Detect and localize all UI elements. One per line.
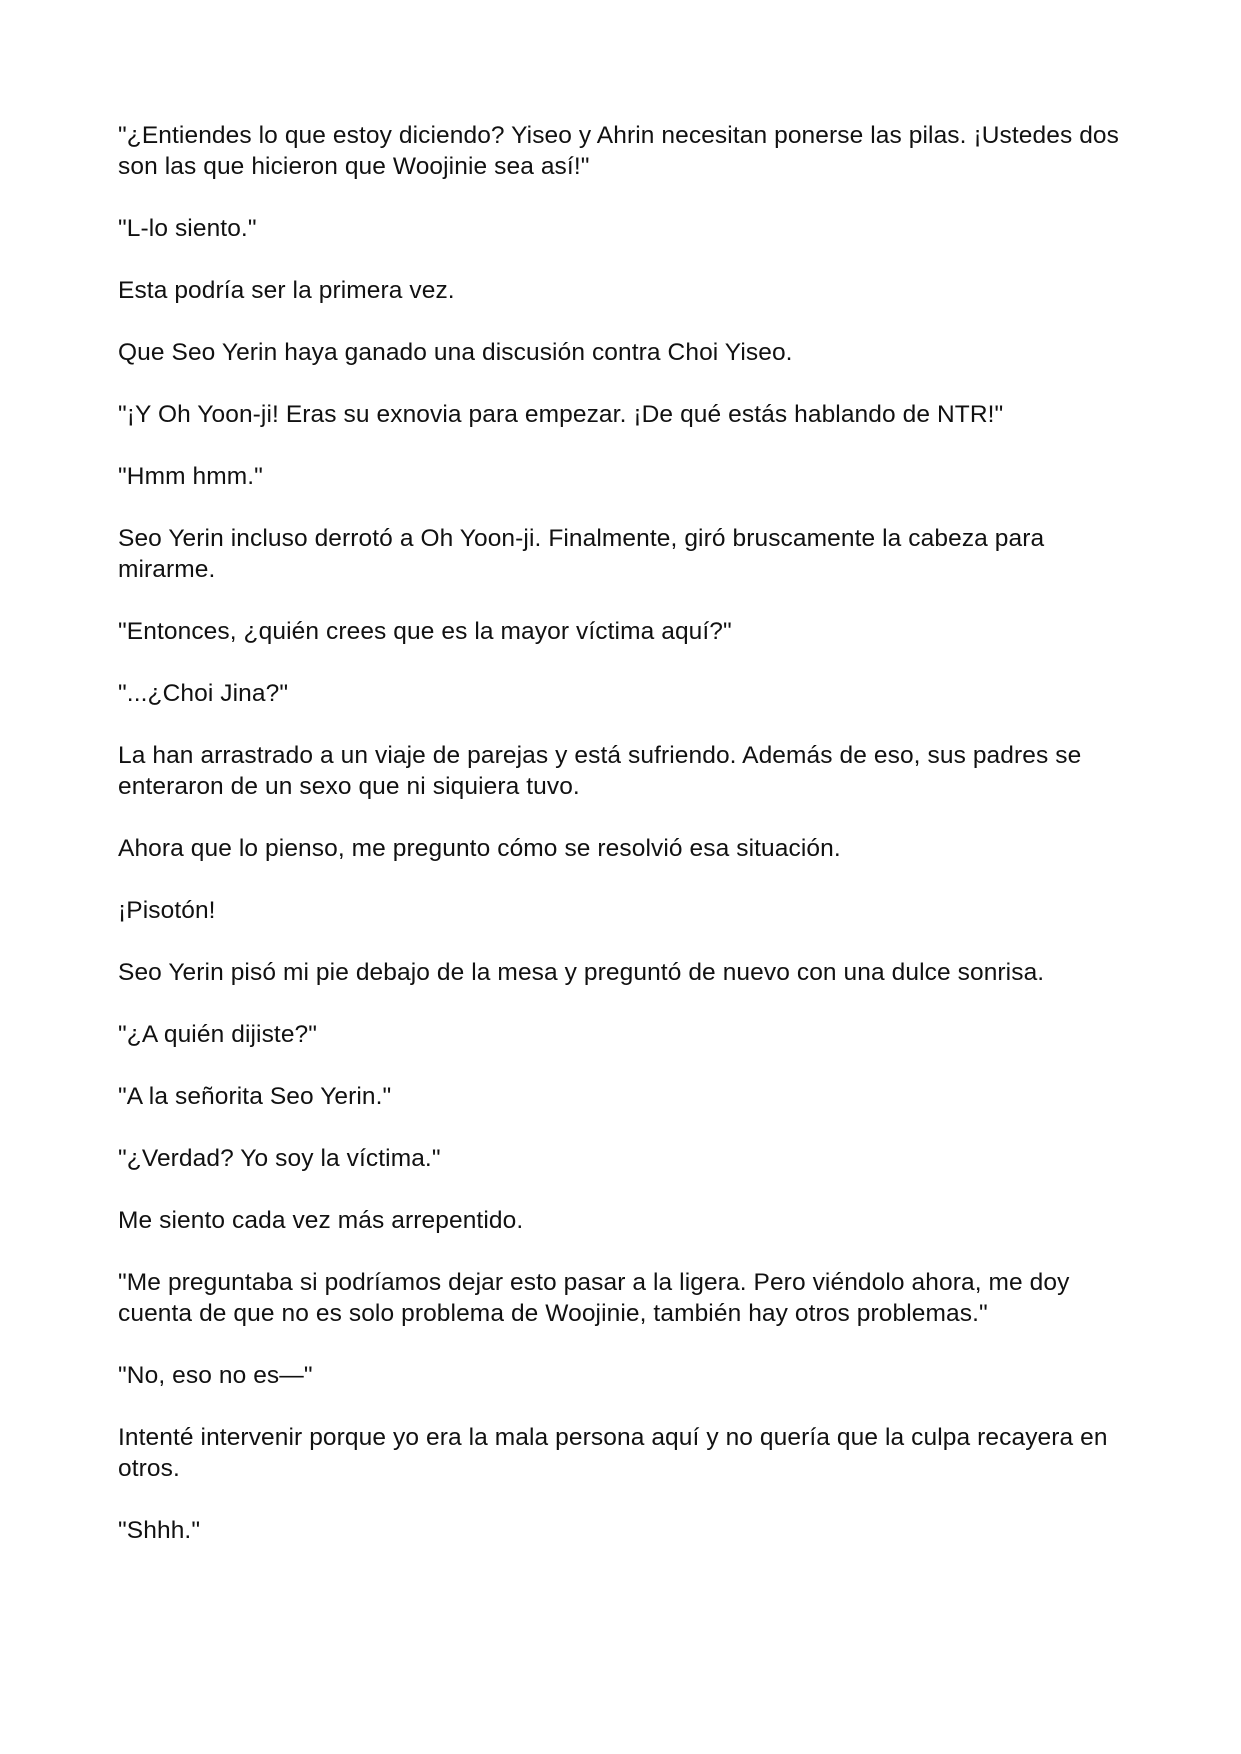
paragraph-16: "¿Verdad? Yo soy la víctima." <box>118 1145 441 1172</box>
paragraph-15: "A la señorita Seo Yerin." <box>118 1083 392 1110</box>
paragraph-8: "Entonces, ¿quién crees que es la mayor víctima aquí?" <box>118 618 732 645</box>
paragraph-13: Seo Yerin pisó mi pie debajo de la mesa y preguntó de nuevo con una dulce sonrisa. <box>118 959 1045 986</box>
paragraph-5: "¡Y Oh Yoon-ji! Eras su exnovia para empezar. ¡De qué estás hablando de NTR!" <box>118 401 1004 428</box>
document-body <box>118 120 1128 1577</box>
paragraph-19: "No, eso no es—" <box>118 1362 313 1389</box>
paragraph-12: ¡Pisotón! <box>118 897 216 924</box>
paragraph-2: "L-lo siento." <box>118 215 257 242</box>
paragraph-1: "¿Entiendes lo que estoy diciendo? Yiseo y Ahrin necesitan ponerse las pilas. ¡Ustedes dos son las que hicieron que Woojinie sea así!" <box>118 122 1120 180</box>
paragraph-3: Esta podría ser la primera vez. <box>118 277 455 304</box>
paragraph-17: Me siento cada vez más arrepentido. <box>118 1207 524 1234</box>
paragraph-18: "Me preguntaba si podríamos dejar esto pasar a la ligera. Pero viéndolo ahora, me doy cuenta de que no es solo problema de Woojinie, también hay otros problemas." <box>118 1269 1070 1327</box>
paragraph-6: "Hmm hmm." <box>118 463 263 490</box>
paragraph-9: "...¿Choi Jina?" <box>118 680 289 707</box>
paragraph-20: Intenté intervenir porque yo era la mala persona aquí y no quería que la culpa recayera en otros. <box>118 1424 1108 1482</box>
paragraph-11: Ahora que lo pienso, me pregunto cómo se resolvió esa situación. <box>118 835 841 862</box>
paragraph-4: Que Seo Yerin haya ganado una discusión contra Choi Yiseo. <box>118 339 793 366</box>
paragraph-21: "Shhh." <box>118 1517 201 1544</box>
paragraph-14: "¿A quién dijiste?" <box>118 1021 318 1048</box>
paragraph-10: La han arrastrado a un viaje de parejas y está sufriendo. Además de eso, sus padres se enteraron de un sexo que ni siquiera tuvo. <box>118 742 1082 800</box>
paragraph-7: Seo Yerin incluso derrotó a Oh Yoon-ji. Finalmente, giró bruscamente la cabeza para mirarme. <box>118 525 1045 583</box>
